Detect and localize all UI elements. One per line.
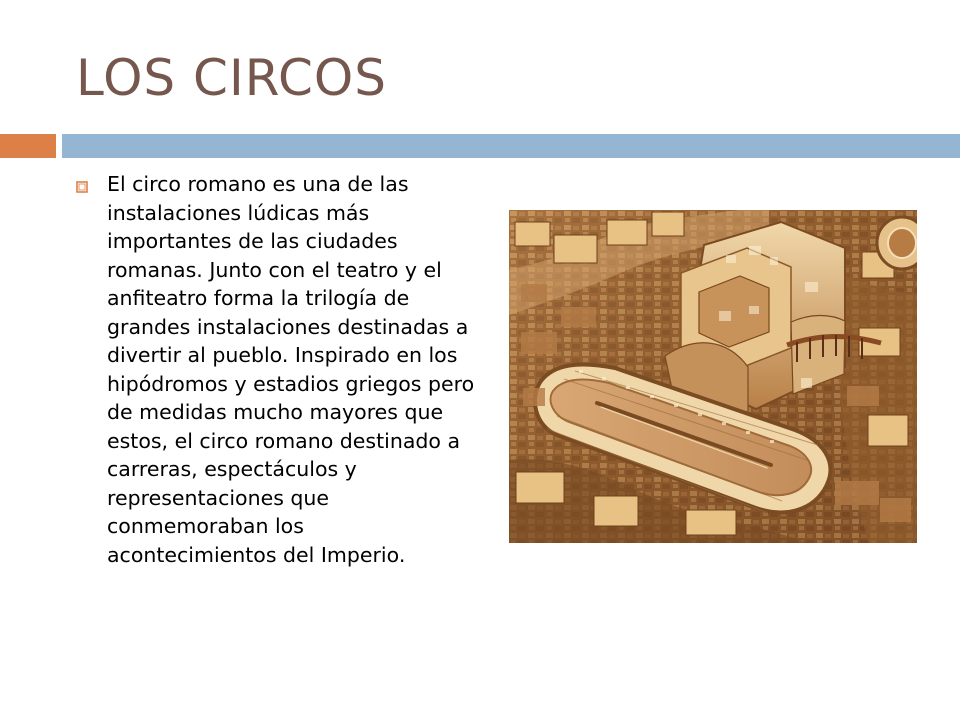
slide-title: LOS CIRCOS xyxy=(76,49,387,107)
bullet-text: El circo romano es una de las instalaciones lúdicas más importantes de las ciudades romanas. Junto con el teatro y el anfiteatro forma la trilogía de grandes instalaciones destinadas a divertir al pueblo. Inspirado en los hipódromos y estadios griegos pero de medidas mucho mayores que estos, el circo romano destinado a carreras, espectáculos y representaciones que conmemoraban los acontecimientos del Imperio. xyxy=(107,172,475,567)
circus-maximus-model-photo xyxy=(509,210,917,543)
title-underline-bar xyxy=(62,134,960,158)
hollow-square-bullet-icon xyxy=(76,181,88,193)
title-accent-bar xyxy=(0,134,56,158)
circus-model-image-illustration xyxy=(509,210,917,543)
bullet-item xyxy=(76,170,476,569)
